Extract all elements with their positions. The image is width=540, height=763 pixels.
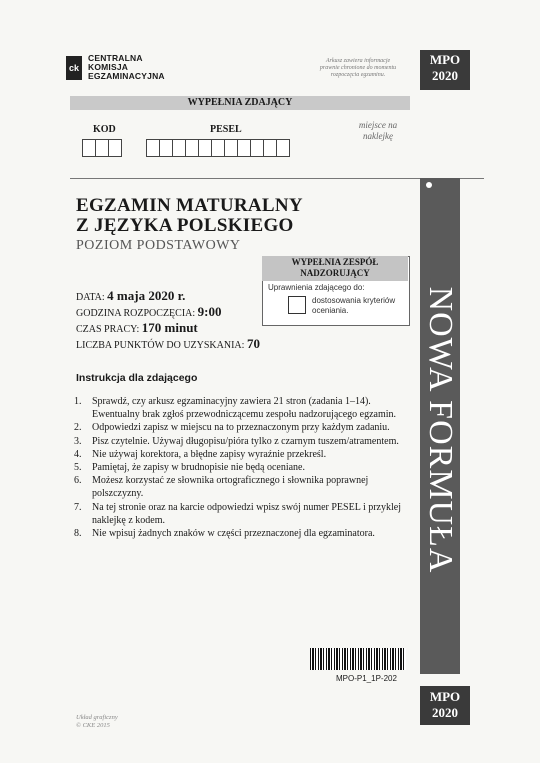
footer-credit [76,714,118,730]
kod-input[interactable] [82,139,121,157]
exam-year: 2020 [432,705,458,720]
pesel-digit-box[interactable] [250,139,264,157]
cke-logo-text [88,54,165,81]
pesel-digit-box[interactable] [146,139,160,157]
start-label: GODZINA ROZPOCZĘCIA: [76,308,196,319]
exam-code-badge-bottom [420,686,470,725]
exam-code-badge-top [420,50,470,90]
list-item: 1. Sprawdź, czy arkusz egzaminacyjny zawiera 21 stron (zadania 1–14). Ewentualny brak zgłoś przewodniczącemu zespołu nadzorującego egzamin. [74,396,397,421]
instruction-text: Pisz czytelnie. Używaj długopisu/pióra tylko z czarnym tuszem/atramentem. [92,435,399,447]
pesel-label: PESEL [210,124,242,135]
pesel-digit-box[interactable] [172,139,186,157]
exam-date [76,288,185,304]
exam-code: MPO [429,689,461,704]
instruction-text: Sprawdź, czy arkusz egzaminacyjny zawiera 21 stron (zadania 1–14). Ewentualny brak zgłoś przewodniczącemu zespołu nadzorującego egzamin. [92,396,397,421]
date-label: DATA: [76,292,105,303]
start-value: 9:00 [197,304,222,319]
pesel-digit-box[interactable] [276,139,290,157]
banner-dot-icon [426,182,432,188]
date-value: 4 maja 2020 r. [107,288,186,303]
exam-code: MPO [429,52,461,67]
instruction-text: Możesz korzystać ze słownika ortograficznego i słownika poprawnej polszczyzny. [92,475,369,500]
logo-line: CENTRALNA [88,53,143,63]
kod-digit-box[interactable] [82,139,96,157]
footer-line: Układ graficzny [76,714,118,721]
adjustment-label: dostosowania kryteriów oceniania. [312,296,396,315]
instruction-text: Odpowiedzi zapisz w miejscu na to przeznaczonym przy każdym zadaniu. [92,422,390,434]
exam-title [76,196,303,236]
logo-line: EGZAMINACYJNA [88,71,165,81]
pesel-digit-box[interactable] [224,139,238,157]
side-banner-text: NOWA FORMUŁA [422,286,459,574]
barcode-icon [310,648,406,670]
exam-duration [76,320,198,336]
exam-start [76,304,222,320]
pesel-input[interactable] [146,139,289,157]
kod-label: KOD [93,124,116,135]
cke-logo-icon: ck [66,56,82,80]
logo-line: KOMISJA [88,62,129,72]
pesel-digit-box[interactable] [237,139,251,157]
kod-digit-box[interactable] [95,139,109,157]
instructions-title: Instrukcja dla zdającego [76,372,198,384]
instruction-text: Pamiętaj, że zapisy w brudnopisie nie będą oceniane. [92,462,305,474]
barcode-text: MPO-P1_1P-202 [336,674,397,683]
pesel-digit-box[interactable] [185,139,199,157]
exam-year: 2020 [432,68,458,83]
exam-points [76,336,260,352]
pesel-digit-box[interactable] [211,139,225,157]
instruction-text: Na tej stronie oraz na karcie odpowiedzi wpisz swój numer PESEL i przyklej naklejkę z kodem. [92,501,401,526]
fill-strip-label: WYPEŁNIA ZDAJĄCY [187,97,293,108]
time-value: 170 minut [141,320,198,335]
list-item: 2. Odpowiedzi zapisz w miejscu na to przeznaczonym przy każdym zadaniu. [74,422,390,434]
pesel-digit-box[interactable] [159,139,173,157]
list-item: 3. Pisz czytelnie. Używaj długopisu/pióra tylko z czarnym tuszem/atramentem. [74,435,399,447]
supervisor-box-header: WYPEŁNIA ZESPÓŁ NADZORUJĄCY [262,256,408,281]
sticker-placeholder[interactable]: miejsce na naklejkę [358,120,398,141]
time-label: CZAS PRACY: [76,324,140,335]
list-item: 4. Nie używaj korektora, a błędne zapisy wyraźnie przekreśl. [74,448,327,460]
supervisor-box-subtitle: Uprawnienia zdającego do: [268,283,365,292]
points-label: LICZBA PUNKTÓW DO UZYSKANIA: [76,340,245,351]
exam-level: POZIOM PODSTAWOWY [76,238,241,253]
confidential-note: Arkusz zawiera informacje prawnie chronione do momentu rozpoczęcia egzaminu. [319,58,397,78]
instructions-list [74,395,414,540]
list-item: 8. Nie wpisuj żadnych znaków w części przeznaczonej dla egzaminatora. [74,528,375,540]
pesel-digit-box[interactable] [263,139,277,157]
adjustment-checkbox[interactable] [288,296,306,314]
list-item: 5. Pamiętaj, że zapisy w brudnopisie nie będą oceniane. [74,462,305,474]
kod-digit-box[interactable] [108,139,122,157]
footer-line: © CKE 2015 [76,722,110,729]
instruction-text: Nie używaj korektora, a błędne zapisy wyraźnie przekreśl. [92,448,327,460]
instruction-text: Nie wpisuj żadnych znaków w części przeznaczonej dla egzaminatora. [92,528,375,540]
points-value: 70 [246,336,260,351]
pesel-digit-box[interactable] [198,139,212,157]
exam-title-line: Z JĘZYKA POLSKIEGO [76,215,294,236]
list-item: 6. Możesz korzystać ze słownika ortograficznego i słownika poprawnej polszczyzny. [74,475,369,500]
exam-title-line: EGZAMIN MATURALNY [76,195,303,216]
list-item: 7. Na tej stronie oraz na karcie odpowiedzi wpisz swój numer PESEL i przyklej naklejkę z kodem. [74,501,401,526]
